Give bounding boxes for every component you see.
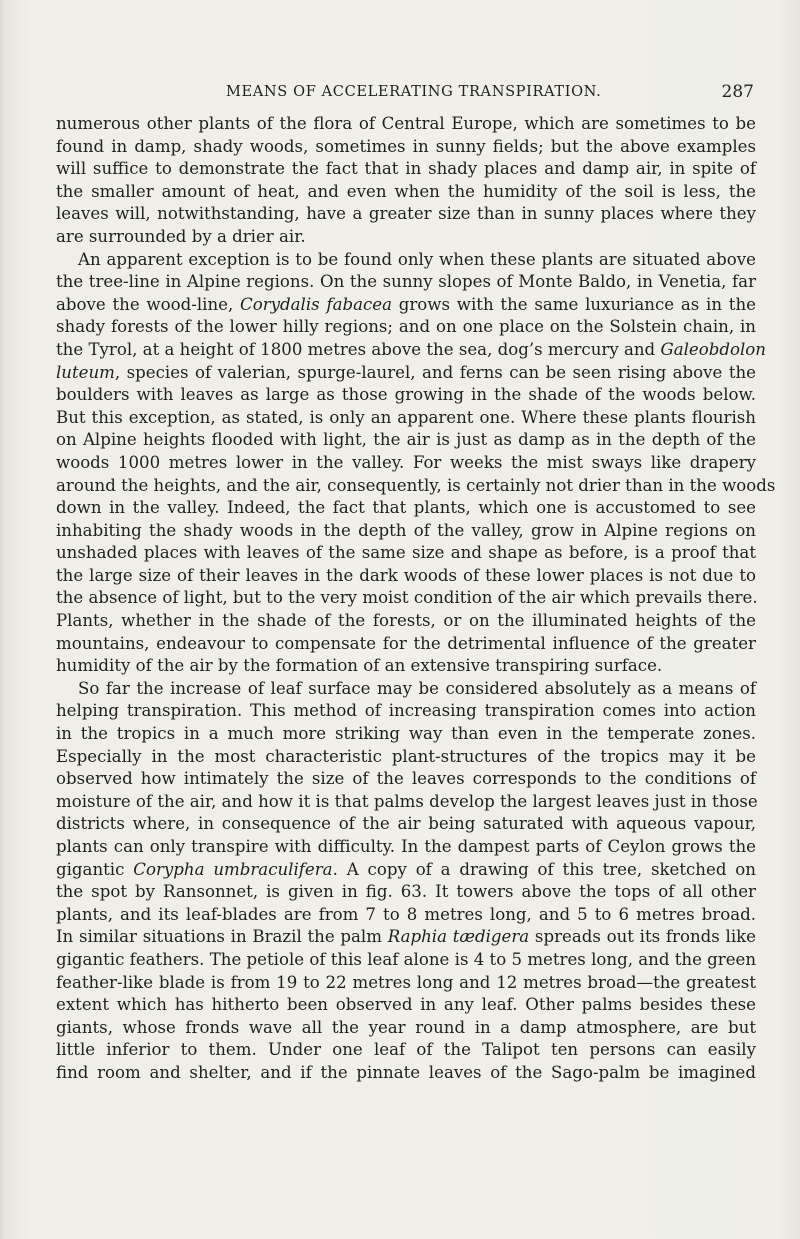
text-line: inhabiting the shady woods in the depth of the valley, grow in Alpine regions on (56, 520, 756, 540)
species-name: luteum (56, 362, 115, 382)
text-line: unshaded places with leaves of the same size and shape as before, is a proof that (56, 543, 756, 563)
paragraph-start: So far the increase of leaf surface may be considered absolutely as a means of (78, 678, 756, 698)
text-line: down in the valley. Indeed, the fact that plants, which one is accustomed to see (56, 498, 756, 518)
text-line: found in damp, shady woods, sometimes in sunny fields; but the above examples (56, 136, 756, 156)
text-line: plants, and its leaf-blades are from 7 to 8 metres long, and 5 to 6 metres broad. (56, 904, 756, 924)
text-line: gigantic feathers. The petiole of this leaf alone is 4 to 5 metres long, and the green (56, 949, 757, 969)
text-line: luteum, species of valerian, spurge-laurel, and ferns can be seen rising above the (56, 362, 756, 382)
text-line: humidity of the air by the formation of an extensive transpiring surface. (56, 656, 663, 676)
text-line: In similar situations in Brazil the palm Raphia tædigera spreads out its fronds like (56, 927, 757, 947)
text-line: Plants, whether in the shade of the forests, or on the illuminated heights of the (56, 611, 756, 631)
species-name: Galeobdolon (660, 339, 766, 359)
text-line: Especially in the most characteristic plant-structures of the tropics may it be (56, 746, 756, 766)
text-line: observed how intimately the size of the leaves corresponds to the conditions of (56, 769, 756, 789)
page-number: 287 (721, 82, 754, 102)
text-line: mountains, endeavour to compensate for the detrimental influence of the greater (56, 633, 756, 653)
species-name: Raphia tædigera (387, 927, 530, 947)
text-line: the spot by Ransonnet, is given in fig. 63. It towers above the tops of all other (56, 882, 756, 902)
text-line: in the tropics in a much more striking way than even in the temperate zones. (56, 724, 756, 744)
text-line: the Tyrol, at a height of 1800 metres above the sea, dog’s mercury and Galeobdolon (56, 339, 766, 359)
text-line: plants can only transpire with difficulty. In the dampest parts of Ceylon grows the (56, 837, 756, 856)
text-line: little inferior to them. Under one leaf of the Talipot ten persons can easily (56, 1040, 756, 1060)
text-line: moisture of the air, and how it is that palms develop the largest leaves just in those (56, 791, 758, 811)
text-line: districts where, in consequence of the air being saturated with aqueous vapour, (56, 814, 756, 834)
text-line: extent which has hitherto been observed in any leaf. Other palms besides these (56, 995, 756, 1015)
text-line: are surrounded by a drier air. (56, 226, 306, 246)
text-line: around the heights, and the air, consequently, is certainly not drier than in the woods (56, 475, 776, 495)
text-line: helping transpiration. This method of increasing transpiration comes into action (56, 701, 756, 721)
text-line: will suffice to demonstrate the fact that in shady places and damp air, in spite of (56, 159, 756, 179)
paragraph-start: An apparent exception is to be found only when these plants are situated above (78, 249, 756, 269)
text-line: shady forests of the lower hilly regions; and on one place on the Solstein chain, in (56, 317, 756, 337)
text-line: gigantic Corypha umbraculifera. A copy of a drawing of this tree, sketched on (56, 859, 756, 879)
species-name: Corypha umbraculifera (133, 859, 333, 879)
text-line: leaves will, notwithstanding, have a greater size than in sunny places where they (56, 204, 756, 224)
running-head: MEANS OF ACCELERATING TRANSPIRATION. (226, 83, 602, 100)
text-line: the tree-line in Alpine regions. On the sunny slopes of Monte Baldo, in Venetia, far (56, 272, 756, 292)
text-line: the smaller amount of heat, and even when the humidity of the soil is less, the (56, 181, 756, 201)
text-line: numerous other plants of the flora of Central Europe, which are sometimes to be (56, 114, 756, 133)
text-line: on Alpine heights flooded with light, the air is just as damp as in the depth of the (56, 430, 756, 450)
text-line: boulders with leaves as large as those growing in the shade of the woods below. (56, 385, 756, 405)
text-line: giants, whose fronds wave all the year round in a damp atmosphere, are but (56, 1017, 756, 1037)
text-line: But this exception, as stated, is only an apparent one. Where these plants flourish (56, 407, 756, 427)
page-header (56, 83, 754, 107)
text-line: the large size of their leaves in the dark woods of these lower places is not due to (56, 565, 756, 585)
text-line: the absence of light, but to the very moist condition of the air which prevails there. (56, 588, 758, 608)
body-text (56, 113, 776, 1085)
species-name: Corydalis fabacea (240, 294, 392, 314)
text-line: woods 1000 metres lower in the valley. For weeks the mist sways like drapery (56, 452, 756, 472)
text-line: find room and shelter, and if the pinnate leaves of the Sago-palm be imagined (56, 1062, 756, 1082)
text-line: above the wood-line, Corydalis fabacea grows with the same luxuriance as in the (56, 294, 756, 314)
text-line: feather-like blade is from 19 to 22 metres long and 12 metres broad—the greatest (56, 972, 756, 992)
